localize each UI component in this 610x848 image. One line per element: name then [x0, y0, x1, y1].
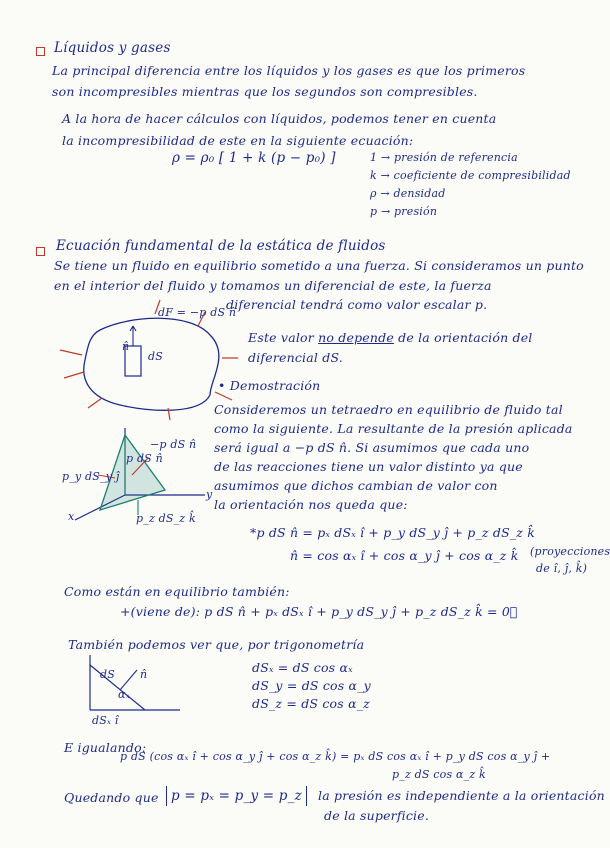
- equation-A: *p dS n̂ = pₓ dSₓ î + p_y dS_y ĵ + p_z dS_z k̂: [250, 525, 536, 540]
- text-line: la presión es independiente a la orientación: [318, 788, 605, 803]
- legend-line: k → coeficiente de compresibilidad: [370, 169, 571, 182]
- section-title-estatica: Ecuación fundamental de la estática de fluidos: [56, 238, 386, 254]
- remark-part: Este valor: [248, 330, 314, 345]
- text-line: la incompresibilidad de este en la siguiente ecuación:: [62, 133, 414, 148]
- component-eq: dS_y = dS cos α_y: [252, 678, 371, 693]
- text-line: A la hora de hacer cálculos con líquidos, podemos tener en cuenta: [62, 111, 497, 126]
- text-line: diferencial dS.: [248, 350, 343, 365]
- text-line: Consideremos un tetraedro en equilibrio de fluido tal: [214, 402, 563, 417]
- ds-label: dS: [148, 350, 163, 363]
- text-line: También podemos ver que, por trigonometría: [68, 637, 365, 652]
- legend-line: 1 → presión de referencia: [370, 151, 518, 164]
- text-line: como la siguiente. La resultante de la presión aplicada: [214, 421, 573, 436]
- text-line: Se tiene un fluido en equilibrio sometido a una fuerza. Si consideramos un punto: [54, 258, 584, 273]
- component-eq: dS_z = dS cos α_z: [252, 696, 370, 711]
- legend-line: p → presión: [370, 205, 438, 218]
- text-line: de las reacciones tiene un valor distinto ya que: [214, 459, 523, 474]
- equation-C: +(viene de): p dS n̂ + pₓ dSₓ î + p_y dS_y ĵ + p_z dS_z k̂ = 0⃗: [120, 604, 518, 619]
- equation-D: p dS (cos αₓ î + cos α_y ĵ + cos α_z k̂) = pₓ dS cos αₓ î + p_y dS cos α_y ĵ +: [120, 750, 551, 763]
- text-line: Quedando que: [64, 790, 159, 805]
- force-label: dF = −p dS n̂: [158, 306, 237, 319]
- legend-line: ρ → densidad: [370, 187, 446, 200]
- section-title-liquidos-gases: Líquidos y gases: [54, 40, 171, 56]
- bullet-icon: [36, 247, 45, 256]
- text-line: E igualando:: [64, 740, 147, 755]
- remark-text: [248, 330, 533, 345]
- triangle-n-label: n̂: [140, 668, 148, 681]
- tetra-y-label: −p dS n̂: [150, 438, 197, 451]
- normal-label: n̂: [122, 340, 130, 353]
- text-line: asumimos que dichos cambian de valor con: [214, 478, 498, 493]
- component-eq: dSₓ = dS cos αₓ: [252, 660, 353, 675]
- triangle-alpha-label: αₓ: [118, 688, 130, 701]
- equation-B: n̂ = cos αₓ î + cos α_y ĵ + cos α_z k̂: [290, 548, 519, 563]
- text-line: Como están en equilibrio también:: [64, 584, 290, 599]
- demo-label: Demostración: [229, 378, 321, 393]
- text-line: la orientación nos queda que:: [214, 497, 408, 512]
- demo-heading: • Demostración: [218, 378, 321, 393]
- triangle-ds-label: dS: [100, 668, 115, 681]
- text-line: diferencial tendrá como valor escalar p.: [226, 297, 488, 312]
- text-line: son incompresibles mientras que los segundos son compresibles.: [52, 84, 478, 99]
- remark-underlined: no depende: [318, 330, 394, 345]
- triangle-diagram: [75, 650, 185, 720]
- equation-density: ρ = ρ₀ [ 1 + k (p − p₀) ]: [172, 150, 336, 166]
- tetra-left-label: p_y dS_y ĵ: [62, 470, 120, 483]
- note: de î, ĵ, k̂): [536, 562, 588, 575]
- text-line: de la superficie.: [324, 808, 430, 823]
- x-axis-label: x: [68, 510, 75, 523]
- tetra-bottom-label: p_z dS_z k̂: [136, 512, 196, 525]
- text-line: en el interior del fluido y tomamos un diferencial de este, la fuerza: [54, 278, 492, 293]
- tetra-top-label: p dS n̂: [126, 452, 163, 465]
- conclusion-box: p = pₓ = p_y = p_z: [166, 786, 307, 806]
- text-line: La principal diferencia entre los líquidos y los gases es que los primeros: [52, 63, 526, 78]
- y-axis-label: y: [206, 488, 213, 501]
- equation-D2: p_z dS cos α_z k̂: [392, 768, 486, 781]
- bullet-icon: [36, 47, 45, 56]
- note: (proyecciones: [530, 545, 610, 558]
- text-line: será igual a −p dS n̂. Si asumimos que cada uno: [214, 440, 530, 455]
- triangle-bottom-label: dSₓ î: [92, 714, 119, 727]
- remark-part: de la orientación del: [398, 330, 533, 345]
